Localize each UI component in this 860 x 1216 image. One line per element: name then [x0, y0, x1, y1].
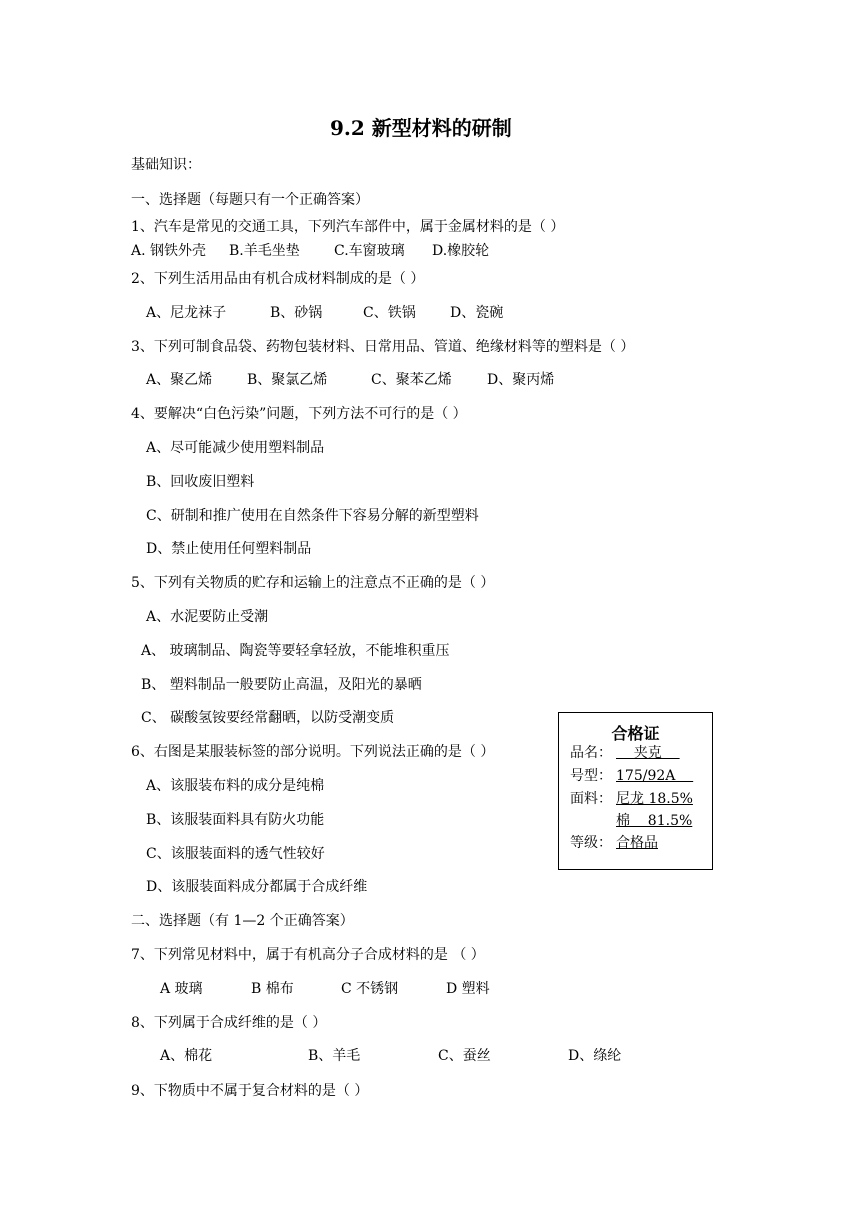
page-title: 9.2 新型材料的研制	[330, 116, 512, 140]
q1-option-a: A. 钢铁外壳	[131, 243, 207, 259]
q8-option-b: B、羊毛	[308, 1048, 361, 1064]
q8-option-c: C、蚕丝	[438, 1048, 491, 1064]
cert-name-value: 夹克	[616, 745, 680, 761]
question-1: 1、汽车是常见的交通工具，下列汽车部件中，属于金属材料的是（ ）	[131, 219, 565, 235]
q6-option-c: C、该服装面料的透气性较好	[146, 846, 325, 862]
q2-option-d: D、瓷碗	[450, 305, 504, 321]
cert-grade-value: 合格品	[616, 835, 658, 851]
question-7: 7、下列常见材料中，属于有机高分子合成材料的是 （ ）	[131, 947, 485, 963]
q5-option-4: C、 碳酸氢铵要经常翻晒，以防受潮变质	[141, 710, 395, 726]
basic-knowledge-heading: 基础知识：	[131, 157, 201, 173]
q7-option-d: D 塑料	[446, 981, 490, 997]
section-1-heading: 一、选择题（每题只有一个正确答案）	[131, 192, 369, 208]
q1-option-b: B.羊毛坐垫	[229, 243, 300, 259]
q6-option-b: B、该服装面料具有防火功能	[146, 812, 325, 828]
q4-option-a: A、尽可能减少使用塑料制品	[146, 440, 325, 456]
q4-option-b: B、回收废旧塑料	[146, 474, 255, 490]
cert-grade-label: 等级：	[570, 835, 612, 851]
section-2-heading: 二、选择题（有 1—2 个正确答案）	[131, 913, 354, 929]
certificate-title: 合格证	[611, 724, 660, 743]
q3-option-a: A、聚乙烯	[146, 372, 213, 388]
question-2: 2、下列生活用品由有机合成材料制成的是（ ）	[131, 271, 425, 287]
cert-fabric-label: 面料：	[570, 791, 612, 807]
q1-option-d: D.橡胶轮	[432, 243, 490, 259]
q4-option-d: D、禁止使用任何塑料制品	[146, 541, 312, 557]
question-6: 6、右图是某服装标签的部分说明。下列说法正确的是（ ）	[131, 744, 495, 760]
q6-option-a: A、该服装布料的成分是纯棉	[146, 778, 325, 794]
q7-option-c: C 不锈钢	[341, 981, 399, 997]
certificate-label-box	[558, 712, 713, 870]
q5-option-2: A、 玻璃制品、陶瓷等要轻拿轻放，不能堆积重压	[141, 643, 450, 659]
cert-fabric-cotton: 棉 81.5%	[616, 813, 693, 829]
cert-name-label: 品名：	[570, 745, 612, 761]
q7-option-b: B 棉布	[251, 981, 294, 997]
q2-option-b: B、砂锅	[270, 305, 323, 321]
cert-model-value: 175/92A	[616, 768, 694, 784]
q8-option-a: A、棉花	[160, 1048, 213, 1064]
q3-option-c: C、聚苯乙烯	[371, 372, 452, 388]
cert-model-label: 号型：	[570, 768, 612, 784]
q3-option-b: B、聚氯乙烯	[247, 372, 328, 388]
question-5: 5、下列有关物质的贮存和运输上的注意点不正确的是（ ）	[131, 575, 495, 591]
q5-option-3: B、 塑料制品一般要防止高温，及阳光的暴晒	[141, 677, 422, 693]
q2-option-a: A、尼龙袜子	[146, 305, 227, 321]
q2-option-c: C、铁锅	[363, 305, 416, 321]
question-9: 9、下物质中不属于复合材料的是（ ）	[131, 1083, 369, 1099]
question-4: 4、要解决“白色污染”问题，下列方法不可行的是（ ）	[131, 406, 467, 422]
q1-option-c: C.车窗玻璃	[334, 243, 405, 259]
q4-option-c: C、研制和推广使用在自然条件下容易分解的新型塑料	[146, 508, 479, 524]
question-8: 8、下列属于合成纤维的是（ ）	[131, 1015, 327, 1031]
q3-option-d: D、聚丙烯	[487, 372, 555, 388]
cert-fabric-nylon: 尼龙 18.5%	[616, 791, 693, 807]
question-3: 3、下列可制食品袋、药物包装材料、日常用品、管道、绝缘材料等的塑料是（ ）	[131, 339, 635, 355]
q6-option-d: D、该服装面料成分都属于合成纤维	[146, 879, 368, 895]
q5-option-1: A、水泥要防止受潮	[146, 609, 269, 625]
q8-option-d: D、绦纶	[568, 1048, 622, 1064]
q7-option-a: A 玻璃	[160, 981, 203, 997]
